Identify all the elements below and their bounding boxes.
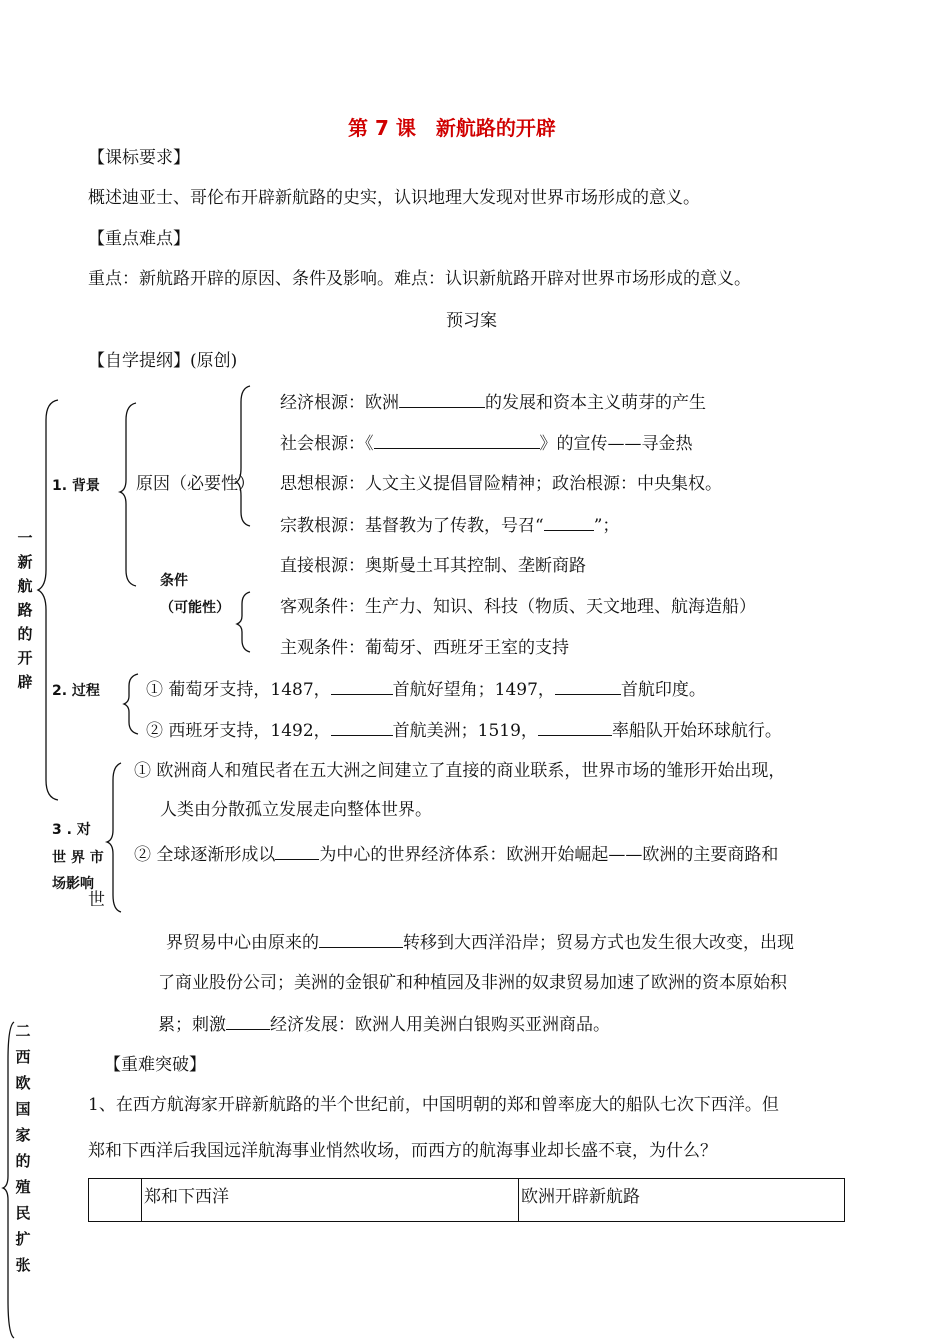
impact-p1-line1: ① 欧洲商人和殖民者在五大洲之间建立了直接的商业联系，世界市场的雏形开始出现， — [134, 761, 786, 781]
table-header-zheng-he[interactable]: 郑和下西洋 — [142, 1179, 519, 1222]
cause-text: ”； — [593, 516, 620, 536]
impact-p5 — [158, 1013, 610, 1036]
background-label: 1. 背景 — [52, 478, 100, 494]
impact-text: 界贸易中心由原来的 — [166, 933, 319, 953]
side-char: 路 — [17, 601, 33, 619]
process-label: 2. 过程 — [52, 683, 100, 699]
cause-social — [280, 432, 693, 455]
side-char: 殖 — [15, 1178, 31, 1196]
impact-text: 转移到大西洋沿岸；贸易方式也发生很大改变，出现 — [403, 933, 794, 953]
impact-label-3: 场影响 — [52, 876, 94, 892]
condition-objective: 客观条件：生产力、知识、科技（物质、天文地理、航海造船） — [280, 597, 756, 617]
key-points-text: 重点：新航路开辟的原因、条件及影响。难点：认识新航路开辟对世界市场形成的意义。 — [88, 269, 751, 289]
conditions-label: 条件 — [160, 573, 188, 589]
impact-text: 为中心的世界经济体系：欧洲开始崛起——欧洲的主要商路和 — [319, 845, 779, 865]
process-text: 首航好望角；1497， — [392, 680, 555, 700]
cause-text: 宗教根源：基督教为了传教，号召“ — [280, 516, 544, 536]
side-char: 欧 — [15, 1074, 31, 1092]
cause-text: 的发展和资本主义萌芽的产生 — [485, 393, 706, 413]
side-char: 张 — [15, 1256, 31, 1274]
page-title: 第 7 课 新航路的开辟 — [348, 116, 556, 140]
impact-p4: 了商业股份公司；美洲的金银矿和种植园及非洲的奴隶贸易加速了欧洲的资本原始积 — [158, 973, 787, 993]
blank — [275, 843, 319, 860]
process-text: ② 西班牙支持，1492， — [146, 721, 331, 741]
impact-label-1: 3 . 对 — [52, 822, 91, 838]
cause-direct: 直接根源：奥斯曼土耳其控制、垄断商路 — [280, 556, 586, 576]
process-text: 率船队开始环球航行。 — [611, 721, 782, 741]
side-char: 一 — [17, 529, 33, 547]
side-char: 二 — [15, 1022, 31, 1040]
comparison-table — [88, 1178, 845, 1222]
outline-heading: 【自学提纲】(原创) — [88, 351, 238, 371]
section-heading-curriculum: 【课标要求】 — [88, 148, 190, 168]
impact-p1-line2: 人类由分散孤立发展走向整体世界。 — [160, 800, 432, 820]
impact-label-2: 世 界 市 — [52, 850, 104, 866]
impact-p3 — [166, 931, 794, 954]
side-char: 的 — [17, 625, 33, 643]
blank — [319, 931, 403, 948]
process-text: ① 葡萄牙支持，1487， — [146, 680, 331, 700]
cause-text: 社会根源：《 — [280, 434, 374, 454]
cause-ideological: 思想根源：人文主义提倡冒险精神；政治根源：中央集权。 — [280, 474, 722, 494]
side-char: 航 — [17, 577, 33, 595]
impact-text: ② 全球逐渐形成以 — [134, 845, 276, 865]
cause-economic — [280, 391, 706, 414]
process-line-portugal — [146, 678, 706, 701]
blank — [331, 678, 393, 695]
side-char: 开 — [17, 649, 33, 667]
table-row — [89, 1179, 845, 1222]
cause-text: 经济根源：欧洲 — [280, 393, 399, 413]
curriculum-text: 概述迪亚士、哥伦布开辟新航路的史实，认识地理大发现对世界市场形成的意义。 — [88, 188, 700, 208]
process-text: 首航印度。 — [620, 680, 706, 700]
side-char: 新 — [17, 553, 33, 571]
breakthrough-heading: 【重难突破】 — [104, 1055, 206, 1075]
side-char: 的 — [15, 1152, 31, 1170]
blank — [226, 1013, 270, 1030]
preview-label: 预习案 — [446, 311, 497, 331]
conditions-sublabel: （可能性） — [160, 600, 230, 616]
blank — [538, 719, 612, 736]
question-1-line-2: 郑和下西洋后我国远洋航海事业悄然收场，而西方的航海事业却长盛不衰，为什么？ — [88, 1141, 717, 1161]
impact-text: 经济发展：欧洲人用美洲白银购买亚洲商品。 — [270, 1015, 610, 1035]
blank — [399, 391, 485, 408]
side-char: 扩 — [15, 1230, 31, 1248]
side-char: 家 — [15, 1126, 31, 1144]
cause-text: 》的宣传——寻金热 — [539, 434, 693, 454]
side-label-part-one — [14, 526, 36, 694]
question-1-line-1: 1、在西方航海家开辟新航路的半个世纪前，中国明朝的郑和曾率庞大的船队七次下西洋。但 — [88, 1095, 779, 1115]
side-char: 西 — [15, 1048, 31, 1066]
table-header-europe[interactable]: 欧洲开辟新航路 — [519, 1179, 845, 1222]
blank — [555, 678, 621, 695]
causes-label: 原因（必要性） — [136, 474, 255, 494]
impact-text: 累；刺激 — [158, 1015, 226, 1035]
impact-label-4: 世 — [88, 890, 105, 910]
side-char: 民 — [15, 1204, 31, 1222]
process-line-spain — [146, 719, 782, 742]
cause-religious — [280, 514, 619, 537]
blank — [331, 719, 393, 736]
table-cell[interactable] — [89, 1179, 142, 1222]
blank — [374, 432, 540, 449]
side-label-part-two — [12, 1018, 34, 1278]
condition-subjective: 主观条件：葡萄牙、西班牙王室的支持 — [280, 638, 569, 658]
blank — [544, 514, 594, 531]
side-char: 辟 — [17, 673, 33, 691]
process-text: 首航美洲；1519， — [392, 721, 538, 741]
side-char: 国 — [15, 1100, 31, 1118]
section-heading-key-points: 【重点难点】 — [88, 229, 190, 249]
impact-p2 — [134, 843, 778, 866]
